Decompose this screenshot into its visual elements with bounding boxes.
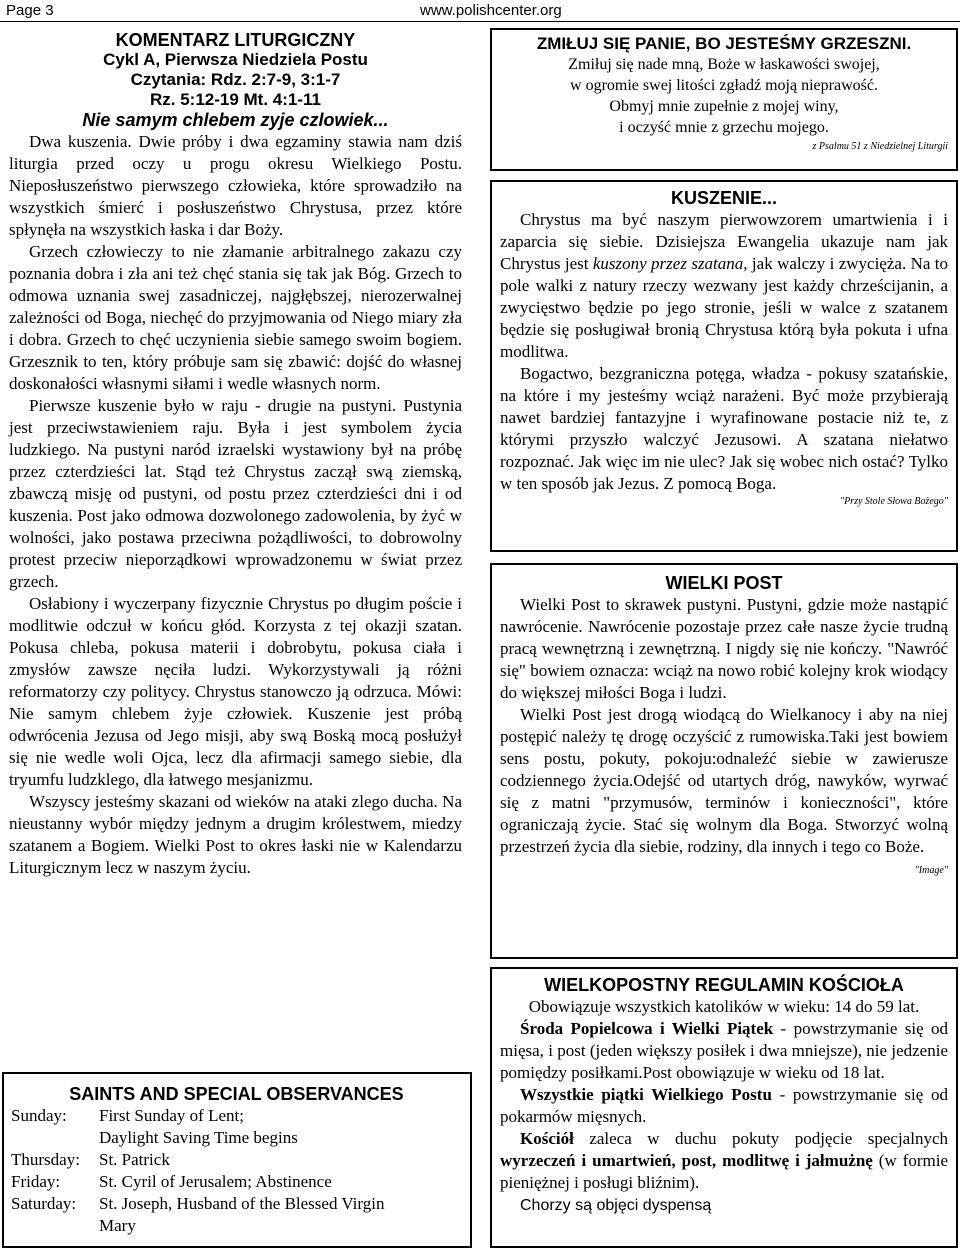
komentarz-subtitle-2: Czytania: Rdz. 2:7-9, 3:1-7 <box>130 70 341 89</box>
psalm-line: Zmiłuj się nade mną, Boże w łaskawości swojej, <box>568 56 880 73</box>
komentarz-subtitle-1: Cykl A, Pierwsza Niedziela Postu <box>103 50 368 69</box>
page-header <box>0 0 960 22</box>
wielkipost-title: WIELKI POST <box>665 573 783 593</box>
saints-row <box>11 1171 462 1193</box>
saints-text: First Sunday of Lent; <box>99 1106 244 1125</box>
komentarz-paragraph-4: Osłabiony i wyczerpany fizycznie Chrystus po długim poście i modlitwie odczuł w końcu głód. Korzysta z tej okazji szatan. Pokusa chleba, pokusa materii i dobrobytu, pokusa ciała i zmysłów zawsze nęciła ludzi. Wykorzystywali ją różni reformatorzy czy politycy. Chrystus stanowczo ją odrzuca. Mówi: Nie samym chlebem żyje człowiek. Kuszenie jest próbą odwrócenia Jezusa od Jego misji, aby swą Boską mocą posłużył się nie wedle woli Ojca, lecz dla afirmacji samego siebie, dla tryumfu ludzklego, dla łatwego mesjanizmu. <box>9 594 462 789</box>
wielkipost-credit: "Image" <box>914 865 948 876</box>
psalm-box <box>490 28 958 171</box>
saints-text: St. Joseph, Husband of the Blessed Virgin <box>99 1194 385 1213</box>
saints-day: Thursday: <box>11 1150 80 1169</box>
wielkipost-box <box>490 563 958 959</box>
regulamin-bold: Kościół <box>520 1129 574 1148</box>
wielkipost-paragraph-1: Wielki Post to skrawek pustyni. Pustyni, gdzie może nastąpić nawrócenie. Nawrócenie pozostaje przez całe nasze życie trudną pracą wewnętrzną i zewnętrzną. I nigdy się nie kończy. "Nawróć się" bowiem oznacza: wciąż na nowo robić kolejny krok wiodący do większej miłości Boga i ludzi. <box>500 595 948 702</box>
psalm-credit: z Psalmu 51 z Niedzielnej Liturgii <box>812 141 948 152</box>
saints-text: St. Patrick <box>99 1150 170 1169</box>
header-rule <box>0 21 960 22</box>
komentarz-paragraph-5: Wszyscy jesteśmy skazani od wieków na ataki zlego ducha. Na nieustanny wybór między jednym a drugim królestwem, miedzy szatanem a Bogiem. Wielki Post to okres łaski nie w Kalendarzu Liturgicznym lecz w naszym życiu. <box>9 792 462 877</box>
kuszenie-paragraph-1 <box>500 209 948 363</box>
regulamin-paragraph-5 <box>500 1194 948 1217</box>
saints-row <box>11 1193 462 1215</box>
page-number: Page 3 <box>6 2 54 19</box>
regulamin-bold: wyrzeczeń i umartwień, post, modlitwę i jałmużnę <box>500 1151 873 1170</box>
saints-row <box>11 1127 462 1149</box>
saints-day: Sunday: <box>11 1106 67 1125</box>
regulamin-text: zaleca w duchu pokuty podjęcie specjalnych <box>573 1129 948 1148</box>
kuszenie-box <box>490 180 958 552</box>
regulamin-bold: Wszystkie piątki Wielkiego Postu <box>520 1085 772 1104</box>
regulamin-text: - powstrzymanie się od pokarmów mięsnych. <box>500 1085 948 1126</box>
psalm-line: i oczyść mnie z grzechu mojego. <box>619 119 829 136</box>
saints-day: Saturday: <box>11 1194 77 1213</box>
regulamin-title: WIELKOPOSTNY REGULAMIN KOŚCIOŁA <box>544 975 904 995</box>
saints-row <box>11 1105 462 1127</box>
kuszenie-title: KUSZENIE... <box>670 188 777 208</box>
regulamin-bold: Chorzy <box>520 1197 571 1214</box>
psalm-line: Obmyj mnie zupełnie z mojej winy, <box>609 98 839 115</box>
wielkipost-paragraph-2: Wielki Post jest drogą wiodącą do Wielkanocy i aby na niej postępić należy tę drogę oczyścić z rumowiska.Taki jest bowiem sens postu, pokuty, pokoju:odnaleźć siebie w zawierusze codziennego życia.Odejść od utartych dróg, nawyków, wyrwać się z matni "przymusów, terminów i konieczności", które ograniczają życie. Stać się wolnym dla Boga. Stworzyć wolną przestrzeń życia dla siebie, rodziny, dla innych i tego co Boże. <box>500 705 948 856</box>
psalm-title: ZMIŁUJ SIĘ PANIE, BO JESTEŚMY GRZESZNI. <box>536 34 912 53</box>
regulamin-bold: Środa Popielcowa i Wielki Piątek <box>520 1019 774 1038</box>
kuszenie-text: jak walczy i zwycięża. Na to pole walki z natury rzeczy wezwany jest każdy chrześcijanin, a zwycięstwo będzie po jego stronie, jeśli w walce z szatanem będzie się posługiwał bronią Chrystusa którą była pokuta i ufna modlitwa. <box>500 254 949 361</box>
komentarz-article <box>9 30 462 879</box>
kuszenie-paragraph-2: Bogactwo, bezgraniczna potęga, władza - pokusy szatańskie, na które i my jesteśmy wciąż narażeni. Być może przybierają nawet bardziej fantazyjne i wyrafinowane postacie niż te, z którymi przyszło walczyć Jezusowi. A szatana niełatwo rozpoznać. Jak więc im nie ulec? Jak się wobec nich ostać? Tylko w ten sposób jak Jezus. Z pomocą Boga. <box>500 364 948 493</box>
regulamin-text: - powstrzymanie się od mięsa, i post (jeden większy posiłek i dwa mniejsze), nie jedzenie pomiędzy posiłkami.Post obowiązuje w wieku od 18 lat. <box>500 1019 948 1082</box>
komentarz-subtitle-3: Rz. 5:12-19 Mt. 4:1-11 <box>149 90 321 109</box>
komentarz-paragraph-3: Pierwsze kuszenie było w raju - drugie na pustyni. Pustynia jest przeciwstawieniem raju. Była i jest symbolem życia ludzkiego. Na pustyni naród izraelski wystawiony był na próbę przez czterdzieści lat. Stąd też Chrystus zaczął swą ziemską, zbawczą misję od pustyni, od postu przez czterdzieści dni i od kuszenia. Post jako odmowa dozwolonego zadowolenia, by żyć w wolności, jako postawa przeciwna pożądliwości, to dobrowolny protest przeciw nieporządkowi wprowadzonemu w świat przez grzech. <box>9 396 462 591</box>
komentarz-title: KOMENTARZ LITURGICZNY <box>115 30 356 50</box>
regulamin-box <box>490 967 958 1248</box>
regulamin-paragraph-1: Obowiązuje wszystkich katolików w wieku: 14 do 59 lat. <box>528 997 920 1016</box>
saints-text: Mary <box>99 1216 136 1235</box>
komentarz-paragraph-1: Dwa kuszenia. Dwie próby i dwa egzaminy stawia nam dziś liturgia przed oczy u progu okresu Wielkiego Postu. Nieposłuszeństwo pierwszego człowieka, które sprowadziło na wszystkich śmierć i posłuszeństwo Chrystusa, przez które spłynęła na wszystkich łaska i dar Boży. <box>9 132 462 239</box>
website-url: www.polishcenter.org <box>420 2 562 19</box>
regulamin-text: (w formie pieniężnej i posługi bliźnim). <box>500 1151 948 1192</box>
saints-box <box>2 1072 472 1248</box>
saints-row <box>11 1149 462 1171</box>
saints-title: SAINTS AND SPECIAL OBSERVANCES <box>69 1084 404 1104</box>
saints-row <box>11 1215 462 1237</box>
regulamin-text: są objęci dyspensą <box>570 1197 712 1214</box>
regulamin-paragraph-3 <box>500 1084 948 1128</box>
regulamin-paragraph-2 <box>500 1018 948 1084</box>
saints-day <box>11 1215 99 1237</box>
kuszenie-credit: "Przy Stole Słowa Bożego" <box>839 496 948 507</box>
komentarz-motto: Nie samym chlebem zyje czlowiek... <box>82 110 389 130</box>
kuszenie-text: Chrystus ma być naszym pierwowzorem umartwienia i i zaparcia się siebie. Dzisiejsza Ewangelia ukazuje nam jak Chrystus jest <box>500 210 948 273</box>
kuszenie-emphasis: kuszony przez szatana, <box>592 254 748 273</box>
saints-day: Friday: <box>11 1172 61 1191</box>
saints-day <box>11 1127 99 1149</box>
komentarz-paragraph-2: Grzech człowieczy to nie złamanie arbitralnego zakazu czy poznania dobra i zła ani też chęć stania się tak jak Bóg. Grzech to odmowa uznania swej zasadniczej, najgłębszej, nierozerwalnej zależności od Boga, niechęć do przyjmowania od Niego miary zła i dobra. Grzech to chęć uczynienia siebie samego swoim bogiem. Grzesznik to ten, który próbuje sam się zbawić: dojść do własnej doskonałości własnymi siłami i wedle własnych norm. <box>9 242 462 393</box>
saints-text: Daylight Saving Time begins <box>99 1128 298 1147</box>
psalm-line: w ogromie swej litości zgładź moją nieprawość. <box>570 77 878 94</box>
saints-text: St. Cyril of Jerusalem; Abstinence <box>99 1172 332 1191</box>
regulamin-paragraph-4 <box>500 1128 948 1194</box>
